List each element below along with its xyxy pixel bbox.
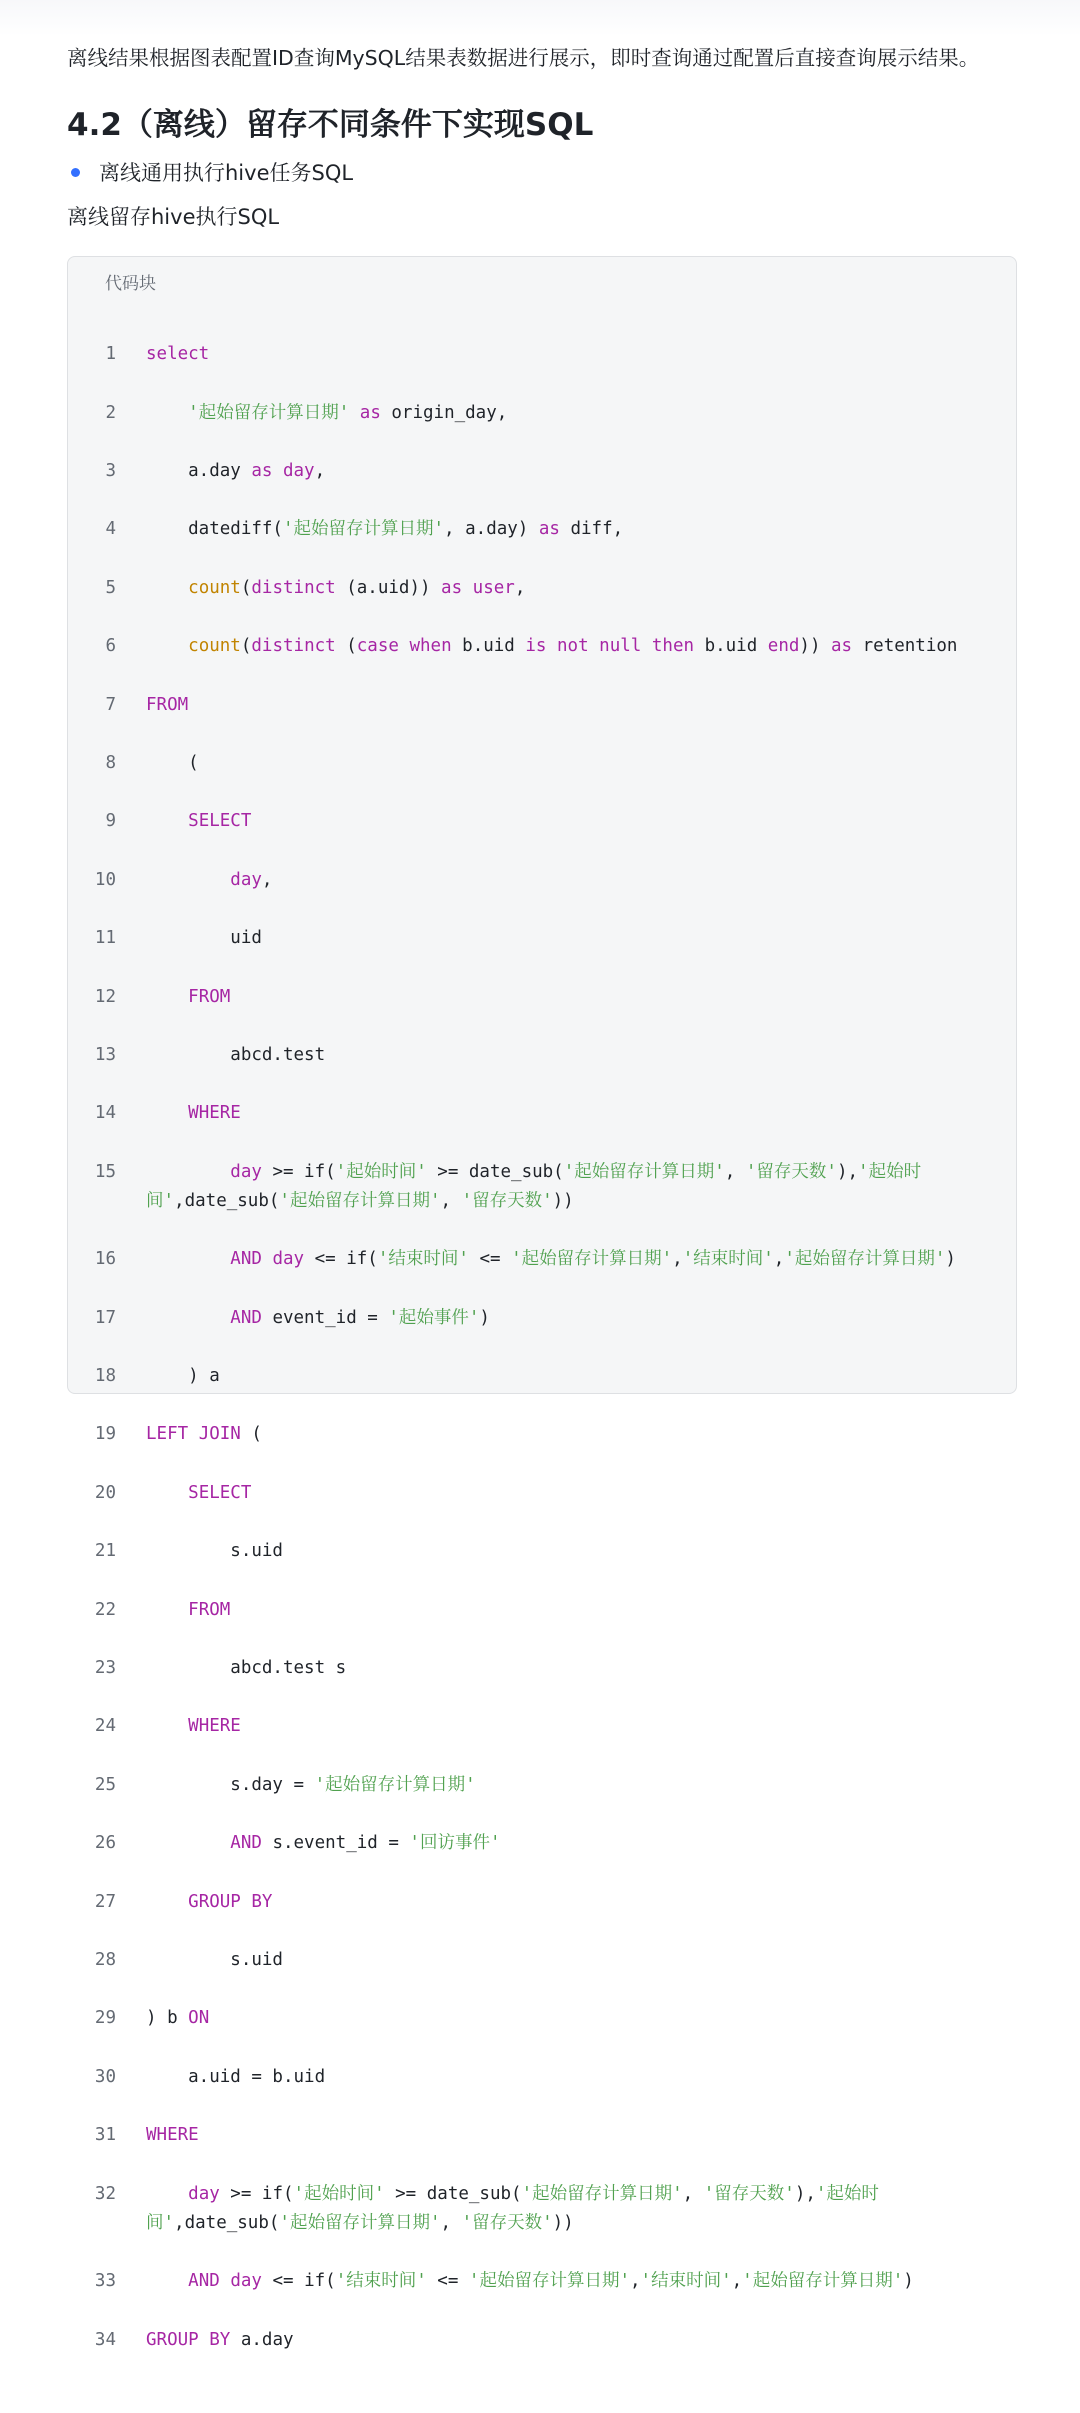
code-text: WHERE: [188, 1716, 241, 1737]
line-number: 13: [94, 1044, 116, 1065]
line-number: 9: [105, 811, 116, 832]
line-number: 5: [105, 577, 116, 598]
bullet-text: 离线通用执行hive任务SQL: [99, 161, 354, 185]
line-number: 23: [94, 1658, 116, 1678]
code-text: SELECT: [188, 811, 252, 832]
line-number: 22: [94, 1599, 116, 1620]
code-line: [68, 2063, 1016, 2092]
line-number: 4: [105, 519, 116, 540]
code-line: [68, 1946, 1016, 1975]
code-text: count(distinct (case when b.uid is not null then b.uid end)) as retention: [188, 636, 958, 657]
code-lines: [68, 311, 1016, 2413]
line-number: 7: [105, 694, 116, 715]
line-number: 24: [94, 1716, 116, 1737]
code-line: [68, 1158, 1016, 1216]
line-number: 14: [94, 1103, 116, 1124]
code-block-title: 代码块: [105, 274, 156, 294]
intro-paragraph: 离线结果根据图表配置ID查询MySQL结果表数据进行展示，即时查询通过配置后直接查询展示结果。: [67, 46, 980, 70]
code-text: AND s.event_id = '回访事件': [230, 1833, 501, 1854]
code-text: s.uid: [146, 1541, 283, 1562]
code-text: s.day = '起始留存计算日期': [146, 1774, 476, 1795]
line-number: 16: [94, 1249, 116, 1270]
code-block[interactable]: [67, 256, 1017, 2350]
code-line: [68, 1041, 1016, 1070]
code-text: a.uid = b.uid: [146, 2066, 326, 2087]
code-line: [68, 749, 1016, 778]
code-line: [68, 1304, 1016, 1333]
code-line: [68, 1099, 1016, 1128]
code-text: abcd.test s: [146, 1658, 347, 1678]
code-text: FROM: [188, 986, 231, 1007]
code-line: [68, 457, 1016, 486]
line-number: 1: [105, 344, 116, 365]
code-line: [68, 1362, 1016, 1391]
line-number: 10: [94, 869, 116, 890]
code-line: [68, 515, 1016, 544]
code-text: ) b ON: [146, 2008, 210, 2029]
code-line: [68, 866, 1016, 895]
code-line: [68, 691, 1016, 720]
line-number: 18: [94, 1366, 116, 1387]
code-text: datediff('起始留存计算日期', a.day) as diff,: [146, 519, 624, 540]
line-number: 21: [94, 1541, 116, 1562]
code-text: WHERE: [146, 2125, 199, 2146]
line-number: 12: [94, 986, 116, 1007]
line-number: 34: [94, 2329, 116, 2350]
code-line: [68, 1771, 1016, 1800]
line-number: 11: [94, 928, 116, 949]
code-line: [68, 2180, 1016, 2238]
code-line: [68, 2267, 1016, 2296]
code-line: [68, 1537, 1016, 1566]
code-text: GROUP BY: [188, 1891, 273, 1912]
code-text: AND event_id = '起始事件'): [230, 1307, 490, 1328]
line-number: 31: [94, 2125, 116, 2146]
line-number: 29: [94, 2008, 116, 2029]
code-line: [68, 924, 1016, 953]
code-line: [68, 2004, 1016, 2033]
code-line: [68, 340, 1016, 369]
code-line: [68, 574, 1016, 603]
code-line: [68, 399, 1016, 428]
code-text: (: [146, 752, 199, 773]
line-number: 2: [105, 402, 116, 423]
code-text: day,: [230, 869, 273, 890]
code-text: FROM: [146, 694, 189, 715]
code-text: AND day <= if('结束时间' <= '起始留存计算日期','结束时间','起始留存计算日期'): [188, 2271, 914, 2292]
body-paragraph: 离线留存hive执行SQL: [67, 205, 280, 229]
code-line: [68, 1829, 1016, 1858]
line-number: 19: [94, 1424, 116, 1445]
code-line: [68, 1654, 1016, 1683]
code-text: day >= if('起始时间' >= date_sub('起始留存计算日期', '留存天数'),'起始时 间',date_sub('起始留存计算日期', '留存天数')): [146, 2183, 879, 2233]
code-text: ) a: [146, 1366, 220, 1387]
code-text: WHERE: [188, 1103, 241, 1124]
section-heading: 4.2（离线）留存不同条件下实现SQL: [67, 107, 594, 143]
line-number: 26: [94, 1833, 116, 1854]
code-text: a.day as day,: [146, 460, 326, 481]
code-text: select: [146, 344, 210, 365]
code-text: uid: [146, 928, 262, 949]
bullet-dot-icon: [71, 168, 80, 177]
line-number: 17: [94, 1307, 116, 1328]
code-text: LEFT JOIN (: [146, 1424, 262, 1445]
code-text: day >= if('起始时间' >= date_sub('起始留存计算日期', '留存天数'),'起始时 间',date_sub('起始留存计算日期', '留存天数')): [146, 1161, 922, 1211]
line-number: 33: [94, 2271, 116, 2292]
code-text: GROUP BY a.day: [146, 2329, 294, 2350]
code-line: [68, 1596, 1016, 1625]
line-number: 8: [105, 752, 116, 773]
code-line: [68, 807, 1016, 836]
code-text: abcd.test: [146, 1044, 326, 1065]
bullet-list-item: [67, 154, 353, 190]
code-text: FROM: [188, 1599, 231, 1620]
code-line: [68, 1245, 1016, 1274]
code-line: [68, 2326, 1016, 2355]
code-text: s.uid: [146, 1949, 283, 1970]
line-number: 20: [94, 1482, 116, 1503]
line-number: 28: [94, 1949, 116, 1970]
code-line: [68, 1888, 1016, 1917]
line-number: 6: [105, 636, 116, 657]
line-number: 27: [94, 1891, 116, 1912]
line-number: 30: [94, 2066, 116, 2087]
code-text: '起始留存计算日期' as origin_day,: [188, 402, 508, 423]
code-line: [68, 632, 1016, 661]
code-text: SELECT: [188, 1482, 252, 1503]
line-number: 15: [94, 1161, 116, 1182]
code-line: [68, 2121, 1016, 2150]
line-number: 3: [105, 460, 116, 481]
code-text: count(distinct (a.uid)) as user,: [188, 577, 526, 598]
code-line: [68, 1479, 1016, 1508]
code-text: AND day <= if('结束时间' <= '起始留存计算日期','结束时间','起始留存计算日期'): [230, 1249, 956, 1270]
line-number: 32: [94, 2183, 116, 2204]
code-line: [68, 1712, 1016, 1741]
code-line: [68, 1420, 1016, 1449]
line-number: 25: [94, 1774, 116, 1795]
code-line: [68, 983, 1016, 1012]
